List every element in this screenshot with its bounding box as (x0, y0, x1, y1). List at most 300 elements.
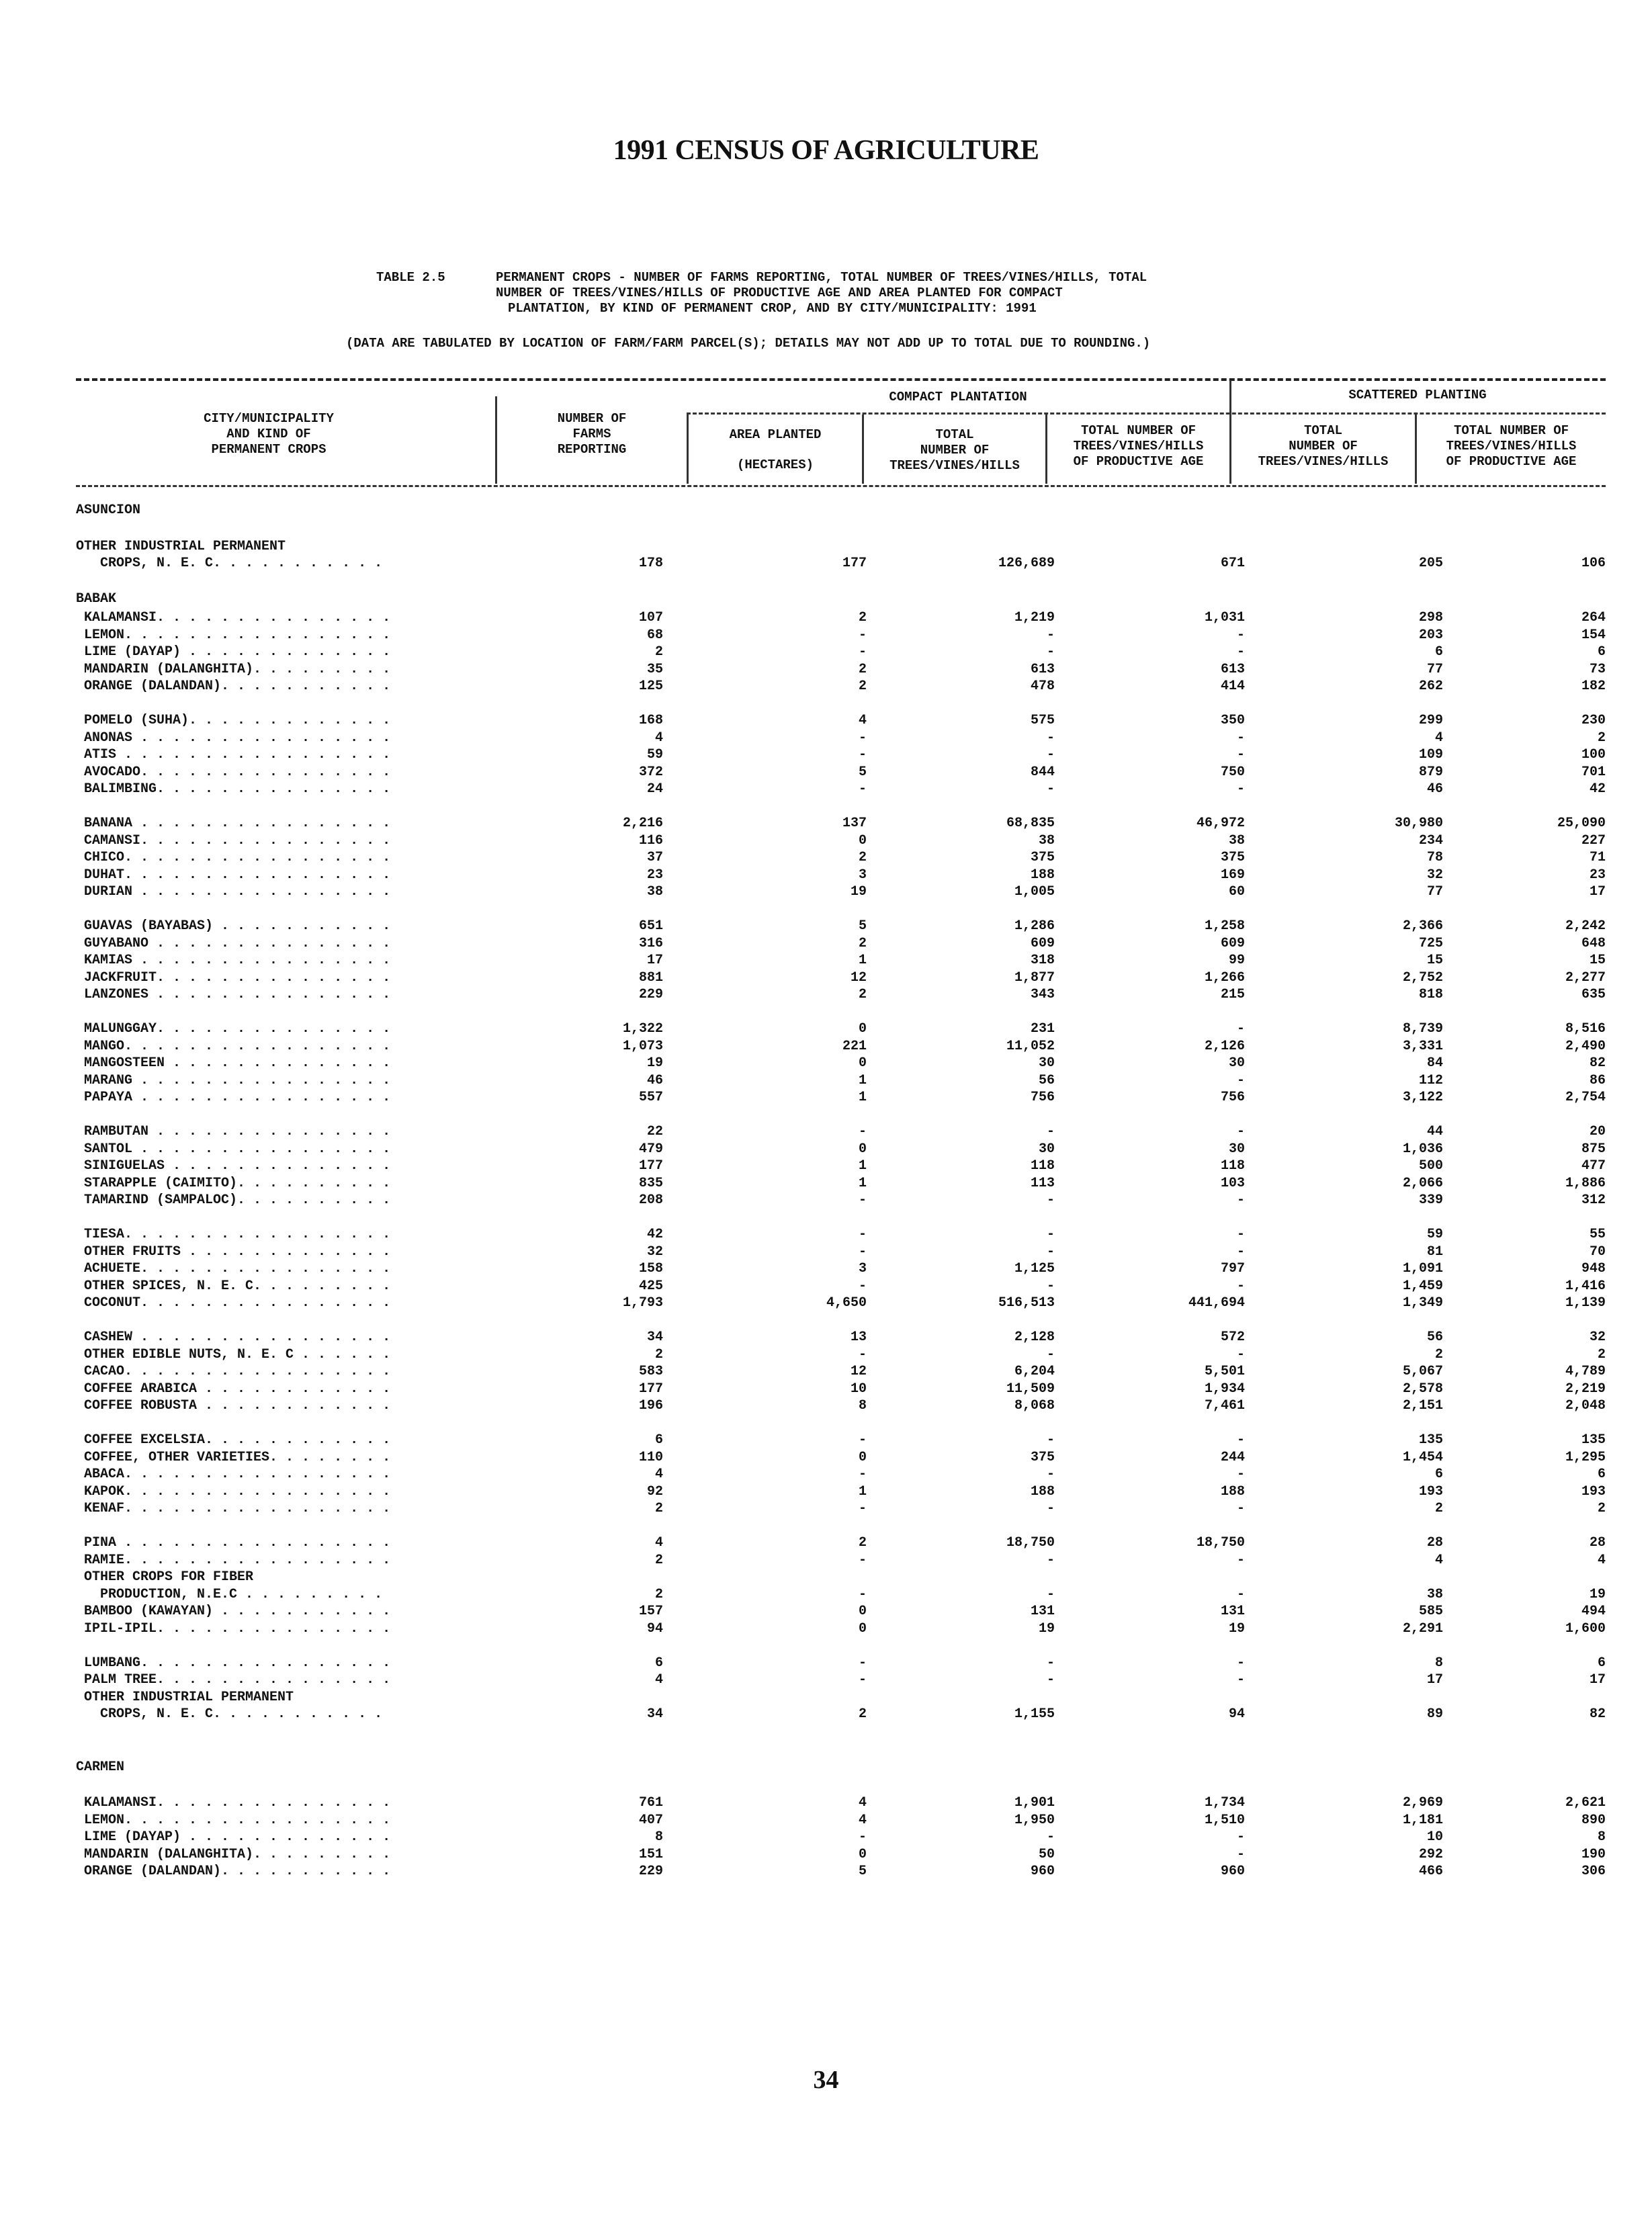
table-row (76, 1363, 1606, 1381)
top-rule (76, 378, 1606, 381)
table-row (76, 969, 1606, 987)
productive-trees-cell: - (1236, 1829, 1245, 1845)
municipality-name: BABAK (76, 591, 117, 607)
scattered-total-cell: 59 (1426, 1227, 1443, 1242)
farms-reporting-cell: 177 (638, 1158, 663, 1174)
productive-trees-cell: - (1236, 1552, 1245, 1568)
scattered-productive-cell: 182 (1581, 679, 1606, 694)
scattered-productive-cell: 2,219 (1565, 1381, 1606, 1397)
scattered-productive-cell: 4,789 (1565, 1364, 1606, 1379)
total-trees-cell: - (1046, 1829, 1055, 1845)
farms-reporting-cell (479, 538, 663, 556)
scattered-total-cell: 77 (1426, 884, 1443, 900)
scattered-productive-cell: 4 (1597, 1552, 1606, 1568)
total-trees-cell: 188 (1030, 867, 1055, 883)
table-row (76, 644, 1606, 661)
table-row (76, 1620, 1606, 1638)
scattered-productive-cell: 100 (1581, 747, 1606, 763)
scattered-total-cell: 193 (1418, 1483, 1443, 1499)
scattered-productive-cell: 86 (1589, 1072, 1606, 1088)
total-trees-cell: 1,005 (1014, 884, 1055, 900)
farms-reporting-cell: 110 (638, 1449, 663, 1465)
crop-name: OTHER FRUITS . . . . . . . . . . . . . (76, 1244, 391, 1260)
scattered-planting-heading: SCATTERED PLANTING (1348, 388, 1487, 402)
group-rule (687, 412, 1606, 415)
scattered-total-cell (1245, 538, 1443, 556)
area-planted-cell: 0 (858, 1620, 867, 1637)
productive-trees-cell: 38 (1228, 832, 1245, 849)
scattered-total-cell: 879 (1418, 764, 1443, 780)
crop-name: ABACA. . . . . . . . . . . . . . . . . (76, 1467, 391, 1482)
productive-trees-cell: - (1236, 730, 1245, 746)
area-planted-cell (663, 538, 867, 556)
total-trees-cell: 960 (1030, 1864, 1055, 1879)
scattered-total-cell: 466 (1418, 1864, 1443, 1879)
productive-trees-cell: - (1236, 1655, 1245, 1671)
crop-name: COFFEE EXCELSIA. . . . . . . . . . . . (76, 1432, 391, 1448)
total-trees-cell: 11,052 (1006, 1038, 1055, 1054)
total-trees-cell: - (1046, 1124, 1055, 1139)
scattered-productive-cell: 23 (1589, 867, 1606, 883)
area-planted-cell: 0 (858, 1449, 867, 1465)
productive-trees-cell: 60 (1228, 884, 1245, 900)
crop-name: OTHER SPICES, N. E. C. . . . . . . . . (76, 1278, 391, 1294)
area-planted-cell: - (858, 1124, 867, 1139)
scattered-productive-cell (1443, 1569, 1606, 1586)
table-row (76, 1794, 1606, 1812)
productive-trees-cell: 671 (1220, 556, 1245, 571)
table-row (76, 1020, 1606, 1038)
total-trees-cell: 575 (1030, 713, 1055, 728)
scattered-total-cell: 2,291 (1402, 1620, 1443, 1637)
area-planted-cell (663, 1569, 867, 1586)
productive-trees-cell: 960 (1220, 1864, 1245, 1879)
scattered-total-cell: 292 (1418, 1846, 1443, 1862)
farms-reporting-cell: 158 (638, 1261, 663, 1276)
scattered-total-cell: 77 (1426, 661, 1443, 677)
total-trees-cell: 8,068 (1014, 1398, 1055, 1414)
area-planted-cell: - (858, 627, 867, 643)
scattered-total-cell: 81 (1426, 1244, 1443, 1260)
scattered-productive-cell: 25,090 (1557, 816, 1606, 831)
table-row (76, 627, 1606, 644)
total-trees-cell: - (1046, 1244, 1055, 1260)
productive-trees-column-heading: TOTAL NUMBER OF TREES/VINES/HILLS OF PRODUCTIVE AGE (1073, 423, 1204, 469)
productive-trees-cell: 797 (1220, 1261, 1245, 1276)
scattered-total-cell: 2,151 (1402, 1398, 1443, 1414)
table-row (76, 1089, 1606, 1106)
crop-name: MANDARIN (DALANGHITA). . . . . . . . . (76, 1846, 391, 1862)
table-row (76, 712, 1606, 730)
scattered-productive-cell: 494 (1581, 1604, 1606, 1619)
farms-reporting-cell: 2 (654, 1586, 663, 1602)
total-trees-cell: - (1046, 1672, 1055, 1688)
productive-trees-cell: 19 (1228, 1620, 1245, 1637)
scattered-total-cell: 725 (1418, 935, 1443, 951)
scattered-total-cell: 2,752 (1402, 969, 1443, 986)
crop-name: RAMBUTAN . . . . . . . . . . . . . . . (76, 1124, 391, 1139)
productive-trees-cell: 188 (1220, 1483, 1245, 1499)
scattered-productive-cell: 32 (1589, 1330, 1606, 1345)
total-trees-cell: 1,125 (1014, 1261, 1055, 1276)
area-planted-cell: 0 (858, 1604, 867, 1619)
area-planted-cell: 2 (858, 935, 867, 951)
area-planted-cell: 5 (858, 1864, 867, 1879)
area-planted-cell: - (858, 1192, 867, 1208)
total-trees-cell: 68,835 (1006, 816, 1055, 831)
total-trees-cell: 118 (1030, 1158, 1055, 1174)
spacer-row (76, 1209, 1606, 1227)
area-planted-cell: - (858, 781, 867, 797)
total-trees-cell: 231 (1030, 1021, 1055, 1037)
scattered-total-cell: 112 (1418, 1072, 1443, 1088)
total-trees-cell: 2,128 (1014, 1330, 1055, 1345)
productive-trees-cell: - (1236, 1586, 1245, 1602)
scattered-productive-cell: 15 (1589, 953, 1606, 968)
scattered-total-cell: 203 (1418, 627, 1443, 643)
table-row (76, 1483, 1606, 1501)
productive-trees-cell: 756 (1220, 1090, 1245, 1105)
total-trees-cell: - (1046, 644, 1055, 660)
table-row (76, 849, 1606, 867)
total-trees-cell: 609 (1030, 935, 1055, 951)
productive-trees-cell: 215 (1220, 987, 1245, 1002)
farms-reporting-cell: 557 (638, 1090, 663, 1105)
area-planted-cell: 1 (858, 1175, 867, 1191)
area-planted-cell: 5 (858, 764, 867, 780)
scattered-total-cell: 46 (1426, 781, 1443, 797)
scattered-total-cell: 135 (1418, 1432, 1443, 1448)
scattered-productive-cell: 1,295 (1565, 1449, 1606, 1465)
table-row (76, 1846, 1606, 1864)
total-trees-cell: 18,750 (1006, 1535, 1055, 1551)
farms-reporting-cell (479, 1689, 663, 1706)
farms-reporting-cell: 8 (654, 1829, 663, 1845)
crop-name: BALIMBING. . . . . . . . . . . . . . . (76, 781, 391, 797)
area-planted-cell: - (858, 1655, 867, 1671)
productive-trees-cell: 414 (1220, 679, 1245, 694)
scattered-productive-cell: 17 (1589, 1672, 1606, 1688)
productive-trees-cell: 613 (1220, 661, 1245, 677)
scattered-productive-cell: 477 (1581, 1158, 1606, 1174)
crop-name: MANDARIN (DALANGHITA). . . . . . . . . (76, 661, 391, 677)
crop-name: ORANGE (DALANDAN). . . . . . . . . . . (76, 1864, 391, 1879)
table-row (76, 1397, 1606, 1415)
scattered-total-cell: 2,578 (1402, 1381, 1443, 1397)
farms-reporting-cell: 229 (638, 987, 663, 1002)
area-planted-cell: - (858, 1432, 867, 1448)
productive-trees-cell: - (1236, 1278, 1245, 1294)
scattered-total-cell: 44 (1426, 1124, 1443, 1139)
scattered-total-cell: 1,091 (1402, 1261, 1443, 1276)
table-row (76, 1175, 1606, 1192)
scattered-productive-cell: 190 (1581, 1846, 1606, 1862)
productive-trees-cell: - (1236, 1672, 1245, 1688)
table-row (76, 952, 1606, 969)
scattered-total-cell (1245, 1689, 1443, 1706)
farms-reporting-cell: 6 (654, 1655, 663, 1671)
municipality-heading (76, 1757, 1606, 1778)
municipality-heading (76, 501, 1606, 521)
productive-trees-cell: 609 (1220, 935, 1245, 951)
total-trees-cell: 1,155 (1014, 1706, 1055, 1722)
table-row (76, 1123, 1606, 1141)
scattered-productive-cell: 2,242 (1565, 918, 1606, 934)
area-planted-cell: 137 (842, 816, 867, 831)
total-trees-cell: - (1046, 1552, 1055, 1568)
area-planted-cell: 2 (858, 1706, 867, 1722)
table-row (76, 1829, 1606, 1846)
table-row (76, 815, 1606, 832)
crop-name: LEMON. . . . . . . . . . . . . . . . . (76, 627, 391, 643)
crop-name: CAMANSI. . . . . . . . . . . . . . . . (76, 832, 391, 849)
crop-name: POMELO (SUHA). . . . . . . . . . . . . (76, 713, 391, 728)
crop-name: OTHER INDUSTRIAL PERMANENT (76, 538, 286, 554)
scattered-total-cell: 56 (1426, 1330, 1443, 1345)
total-trees-cell: 19 (1038, 1620, 1055, 1637)
farms-reporting-cell: 32 (646, 1244, 663, 1260)
scattered-productive-cell: 8,516 (1565, 1021, 1606, 1037)
crop-name: KALAMANSI. . . . . . . . . . . . . . . (76, 610, 391, 625)
crop-name: GUYABANO . . . . . . . . . . . . . . . (76, 935, 391, 951)
table-row (76, 1706, 1606, 1723)
table-row (76, 986, 1606, 1004)
table-row (76, 678, 1606, 695)
crop-name: SINIGUELAS . . . . . . . . . . . . . . (76, 1158, 391, 1174)
area-planted-cell: 0 (858, 1055, 867, 1071)
spacer-row (76, 1637, 1606, 1655)
table-row (76, 883, 1606, 901)
total-trees-cell: - (1046, 747, 1055, 763)
scattered-total-cell: 38 (1426, 1586, 1443, 1602)
total-trees-cell: 375 (1030, 1449, 1055, 1465)
scattered-total-cell: 4 (1434, 730, 1443, 746)
productive-trees-cell: 30 (1228, 1141, 1245, 1157)
table-row (76, 935, 1606, 953)
spacer-row (76, 1312, 1606, 1330)
area-planted-cell: 177 (842, 556, 867, 571)
scattered-productive-cell: 6 (1597, 1655, 1606, 1671)
area-planted-cell: 1 (858, 1090, 867, 1105)
crop-name: CHICO. . . . . . . . . . . . . . . . . (76, 850, 391, 865)
productive-trees-cell: 18,750 (1196, 1535, 1245, 1551)
crop-name: CACAO. . . . . . . . . . . . . . . . . (76, 1364, 391, 1379)
farms-reporting-cell: 35 (646, 661, 663, 677)
scattered-productive-cell: 70 (1589, 1244, 1606, 1260)
productive-trees-cell: 441,694 (1188, 1295, 1245, 1311)
scattered-total-cell: 1,454 (1402, 1449, 1443, 1465)
area-planted-cell: - (858, 1467, 867, 1482)
productive-trees-cell: - (1236, 781, 1245, 797)
scattered-productive-cell: 1,416 (1565, 1278, 1606, 1294)
farms-reporting-cell: 6 (654, 1432, 663, 1448)
scattered-total-cell: 2,066 (1402, 1175, 1443, 1191)
scattered-total-cell: 500 (1418, 1158, 1443, 1174)
farms-reporting-cell (479, 1569, 663, 1586)
crop-name: RAMIE. . . . . . . . . . . . . . . . . (76, 1552, 391, 1568)
productive-trees-cell: - (1236, 1227, 1245, 1242)
area-planted-cell: - (858, 1346, 867, 1362)
crop-name: KENAF. . . . . . . . . . . . . . . . . (76, 1501, 391, 1516)
spacer-row (76, 1518, 1606, 1535)
table-row (76, 1863, 1606, 1880)
productive-trees-cell (1055, 1689, 1245, 1706)
total-trees-cell: 50 (1038, 1846, 1055, 1862)
farms-reporting-cell: 125 (638, 679, 663, 694)
crop-name: KAPOK. . . . . . . . . . . . . . . . . (76, 1483, 391, 1499)
table-row (76, 1552, 1606, 1569)
table-row (76, 1072, 1606, 1090)
crop-name: KAMIAS . . . . . . . . . . . . . . . . (76, 953, 391, 968)
productive-trees-cell: 1,934 (1204, 1381, 1245, 1397)
scattered-productive-cell: 2,754 (1565, 1090, 1606, 1105)
crop-name: AVOCADO. . . . . . . . . . . . . . . . (76, 764, 391, 780)
crop-name: DUHAT. . . . . . . . . . . . . . . . . (76, 867, 391, 883)
crop-name: COFFEE, OTHER VARIETIES. . . . . . . . (76, 1449, 391, 1465)
scattered-total-cell: 585 (1418, 1604, 1443, 1619)
farms-reporting-cell: 1,793 (622, 1295, 663, 1311)
table-row (76, 609, 1606, 627)
productive-trees-cell: - (1236, 644, 1245, 660)
scattered-total-cell (1245, 1569, 1443, 1586)
table-row (76, 1586, 1606, 1604)
farms-reporting-cell: 835 (638, 1175, 663, 1191)
crop-name: ANONAS . . . . . . . . . . . . . . . . (76, 730, 391, 746)
farms-reporting-cell: 38 (646, 884, 663, 900)
crop-name: PAPAYA . . . . . . . . . . . . . . . . (76, 1090, 391, 1105)
area-planted-cell: 3 (858, 867, 867, 883)
productive-trees-cell: 46,972 (1196, 816, 1245, 831)
table-row (76, 1244, 1606, 1261)
table-row (76, 730, 1606, 747)
area-planted-cell: 2 (858, 850, 867, 865)
municipality-heading (76, 589, 1606, 609)
crop-name: KALAMANSI. . . . . . . . . . . . . . . (76, 1795, 391, 1811)
area-planted-cell: 4 (858, 713, 867, 728)
area-planted-cell: - (858, 644, 867, 660)
productive-trees-cell: 350 (1220, 713, 1245, 728)
crop-name: TIESA. . . . . . . . . . . . . . . . . (76, 1227, 391, 1242)
scattered-productive-cell: 42 (1589, 781, 1606, 797)
crop-name: LIME (DAYAP) . . . . . . . . . . . . . (76, 644, 391, 660)
productive-trees-cell: - (1236, 1072, 1245, 1088)
productive-trees-cell: 750 (1220, 764, 1245, 780)
table-row (76, 1671, 1606, 1689)
total-trees-cell: 375 (1030, 850, 1055, 865)
total-trees-cell: 11,509 (1006, 1381, 1055, 1397)
table-row (76, 1141, 1606, 1158)
crop-name: CASHEW . . . . . . . . . . . . . . . . (76, 1330, 391, 1345)
total-trees-cell: 1,901 (1014, 1795, 1055, 1811)
scattered-total-cell: 89 (1426, 1706, 1443, 1722)
crop-name: MANGO. . . . . . . . . . . . . . . . . (76, 1038, 391, 1054)
scattered-total-cell: 6 (1434, 1467, 1443, 1482)
city-column-heading: CITY/MUNICIPALITY AND KIND OF PERMANENT CROPS (204, 411, 334, 457)
farms-reporting-cell: 178 (638, 556, 663, 571)
area-planted-cell: 2 (858, 610, 867, 625)
scattered-productive-cell: 2,048 (1565, 1398, 1606, 1414)
table-row (76, 1569, 1606, 1586)
scattered-productive-cell: 230 (1581, 713, 1606, 728)
crop-name: CROPS, N. E. C. . . . . . . . . . . (76, 556, 383, 571)
header-bottom-rule (76, 485, 1606, 487)
municipality-name: ASUNCION (76, 503, 141, 518)
productive-trees-cell: - (1236, 1124, 1245, 1139)
crop-name: JACKFRUIT. . . . . . . . . . . . . . . (76, 969, 391, 986)
scattered-productive-cell: 948 (1581, 1261, 1606, 1276)
total-trees-cell (867, 1569, 1055, 1586)
farms-reporting-cell: 177 (638, 1381, 663, 1397)
table-row (76, 1158, 1606, 1175)
scattered-total-cell: 6 (1434, 644, 1443, 660)
area-planted-cell: 1 (858, 1158, 867, 1174)
crop-name: TAMARIND (SAMPALOC). . . . . . . . . . (76, 1192, 391, 1208)
table-row (76, 867, 1606, 884)
scattered-total-cell: 339 (1418, 1192, 1443, 1208)
crop-name: PALM TREE. . . . . . . . . . . . . . . (76, 1672, 391, 1688)
scattered-productive-cell: 19 (1589, 1586, 1606, 1602)
total-trees-cell: - (1046, 730, 1055, 746)
farms-reporting-cell: 46 (646, 1072, 663, 1088)
scattered-productive-cell: 193 (1581, 1483, 1606, 1499)
area-planted-cell: - (858, 1501, 867, 1516)
total-trees-cell: 613 (1030, 661, 1055, 677)
area-planted-cell: - (858, 747, 867, 763)
total-trees-cell: 6,204 (1014, 1364, 1055, 1379)
table-row (76, 1055, 1606, 1072)
productive-trees-cell: 1,266 (1204, 969, 1245, 986)
productive-trees-cell: - (1236, 1501, 1245, 1516)
area-planted-cell: 0 (858, 1846, 867, 1862)
scattered-total-cell: 32 (1426, 867, 1443, 883)
area-planted-cell: 5 (858, 918, 867, 934)
scattered-total-cell: 17 (1426, 1672, 1443, 1688)
scattered-total-cell: 234 (1418, 832, 1443, 849)
productive-trees-cell: 1,258 (1204, 918, 1245, 934)
scattered-total-cell: 818 (1418, 987, 1443, 1002)
farms-reporting-cell: 2 (654, 1501, 663, 1516)
scattered-productive-cell (1443, 538, 1606, 556)
area-planted-cell: 8 (858, 1398, 867, 1414)
farms-reporting-cell: 407 (638, 1812, 663, 1828)
area-planted-cell: 10 (850, 1381, 867, 1397)
table-row (76, 1260, 1606, 1278)
total-trees-cell: 126,689 (998, 556, 1055, 571)
page-number: 34 (813, 2066, 839, 2094)
scattered-productive-cell: 8 (1597, 1829, 1606, 1845)
farms-reporting-cell: 168 (638, 713, 663, 728)
scattered-productive-cell: 875 (1581, 1141, 1606, 1157)
crop-name: OTHER INDUSTRIAL PERMANENT (76, 1689, 294, 1705)
table-row (76, 1295, 1606, 1312)
productive-trees-cell: 1,510 (1204, 1812, 1245, 1828)
productive-trees-cell: 2,126 (1204, 1038, 1245, 1054)
productive-trees-cell: 1,031 (1204, 610, 1245, 625)
area-planted-cell: 0 (858, 1141, 867, 1157)
scattered-total-cell: 2,366 (1402, 918, 1443, 934)
farms-reporting-cell: 425 (638, 1278, 663, 1294)
table-row (76, 1329, 1606, 1346)
scattered-productive-cell: 106 (1581, 556, 1606, 571)
productive-trees-cell: - (1236, 1244, 1245, 1260)
scattered-productive-cell: 1,139 (1565, 1295, 1606, 1311)
farms-reporting-cell: 59 (646, 747, 663, 763)
area-planted-cell: 2 (858, 661, 867, 677)
farms-reporting-cell: 34 (646, 1330, 663, 1345)
area-planted-cell: 13 (850, 1330, 867, 1345)
spacer-row (76, 1106, 1606, 1124)
area-planted-cell: - (858, 1829, 867, 1845)
